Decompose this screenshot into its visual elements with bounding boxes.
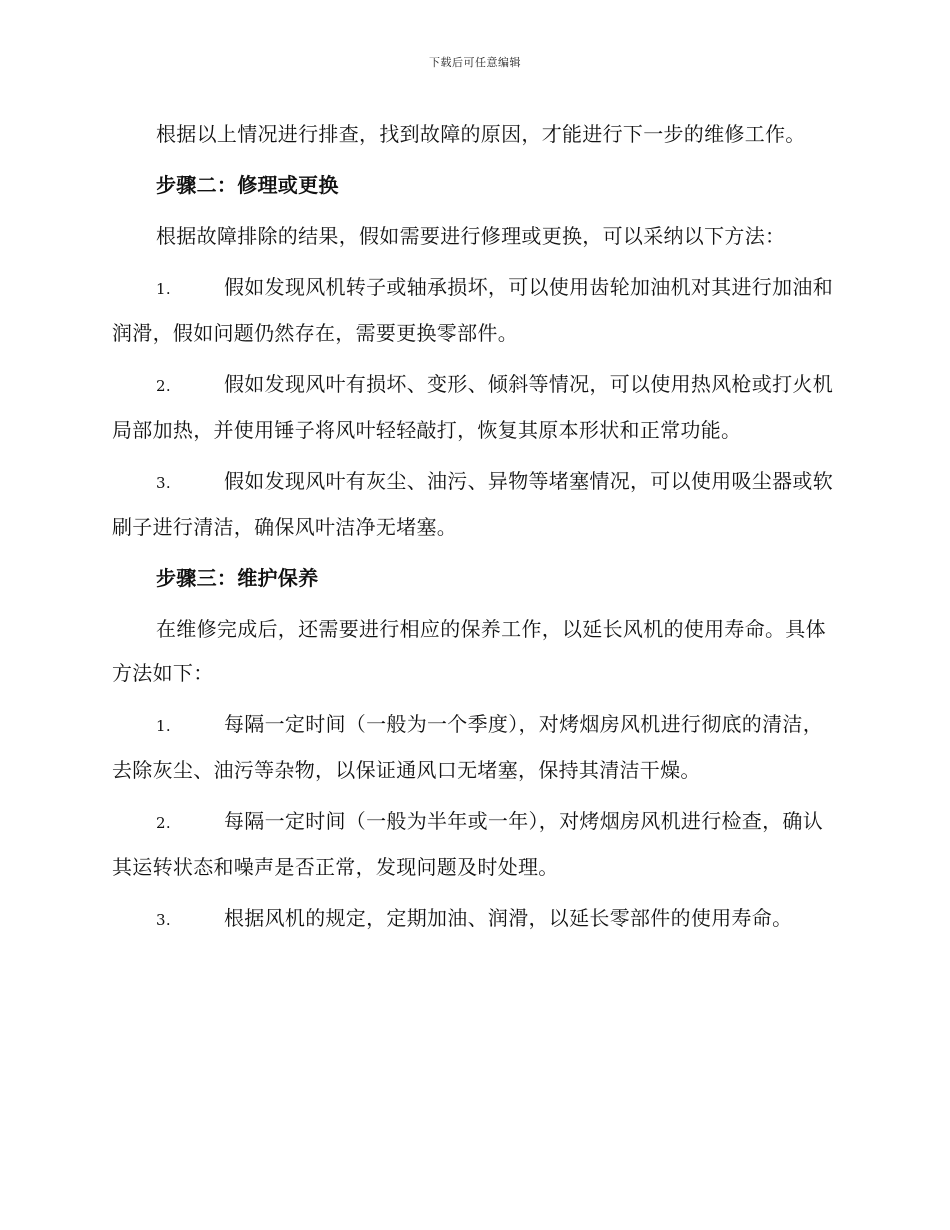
paragraph-intro: 根据以上情况进行排查，找到故障的原因，才能进行下一步的维修工作。 [156, 122, 806, 146]
list-item-text: 假如发现风机转子或轴承损坏，可以使用齿轮加油机对其进行加油和润滑，假如问题仍然存在，需要更换零部件。 [112, 275, 833, 345]
list-item-text: 假如发现风叶有灰尘、油污、异物等堵塞情况，可以使用吸尘器或软刷子进行清洁，确保风叶洁净无堵塞。 [112, 469, 833, 539]
list-item-text: 根据风机的规定，定期加油、润滑，以延长零部件的使用寿命。 [224, 906, 793, 930]
list-item-text: 假如发现风叶有损坏、变形、倾斜等情况，可以使用热风枪或打火机局部加热，并使用锤子将风叶轻轻敲打，恢复其原本形状和正常功能。 [112, 372, 833, 442]
list-item-number: 3. [156, 474, 171, 492]
list-item-number: 1. [156, 280, 171, 298]
list-item [112, 265, 836, 355]
list-item-number: 3. [156, 911, 171, 929]
page-header: 下载后可任意编辑 [429, 56, 521, 69]
list-item [112, 799, 836, 889]
paragraph-step-three-intro: 在维修完成后，还需要进行相应的保养工作，以延长风机的使用寿命。具体方法如下： [112, 617, 826, 685]
list-item [112, 702, 836, 792]
heading-step-two: 步骤二：修理或更换 [156, 173, 339, 197]
document-body [112, 112, 836, 949]
list-item-number: 2. [156, 377, 171, 395]
list-item-text: 每隔一定时间（一般为一个季度），对烤烟房风机进行彻底的清洁，去除灰尘、油污等杂物，以保证通风口无堵塞，保持其清洁干燥。 [112, 712, 823, 782]
paragraph-step-two-intro: 根据故障排除的结果，假如需要进行修理或更换，可以采纳以下方法： [156, 224, 786, 248]
list-item [112, 459, 836, 549]
list-item-number: 1. [156, 717, 171, 735]
list-item [112, 896, 836, 942]
heading-step-three: 步骤三：维护保养 [156, 566, 319, 590]
list-item-text: 每隔一定时间（一般为半年或一年），对烤烟房风机进行检查，确认其运转状态和噪声是否正常，发现问题及时处理。 [112, 809, 823, 879]
list-item-number: 2. [156, 814, 171, 832]
list-item [112, 362, 836, 452]
